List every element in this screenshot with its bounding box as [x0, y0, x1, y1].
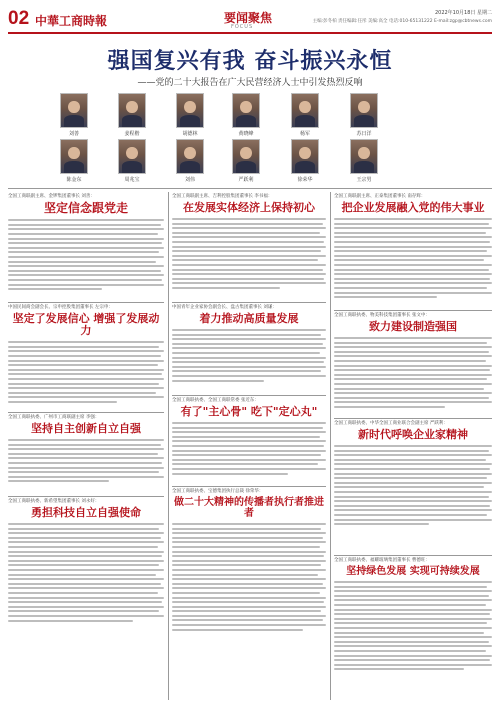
article-kicker: 全国工商联执委、全国工商联常委 张近东：	[172, 398, 259, 403]
article-kicker: 全国工商联执委、广州市工商联副主席 李强：	[8, 415, 100, 420]
portrait-photo	[291, 139, 319, 174]
column-divider	[168, 192, 169, 700]
article-kicker: 全国工商联执委、福耀玻璃集团董事长 曹德旺：	[334, 558, 430, 563]
article-title: 致力建设制造强国	[369, 320, 457, 333]
portrait-caption: 苏日洋	[356, 131, 372, 137]
article-kicker: 全国工商联副主席、正泰集团董事长 南存辉：	[334, 194, 426, 199]
article-title: 坚持自主创新自立自强	[31, 422, 141, 435]
article-block	[172, 398, 326, 477]
article-block	[172, 489, 326, 633]
article-block	[334, 421, 492, 528]
issue-date: 2022年10月18日 星期二	[434, 10, 492, 16]
article-title: 勇担科技自立自强使命	[31, 506, 141, 519]
article-title: 坚定了发展信心 增强了发展动力	[12, 312, 160, 338]
portrait-photo	[232, 139, 260, 174]
article-divider	[172, 302, 326, 303]
article-body	[8, 439, 164, 482]
article-kicker: 全国工商联执委、新希望集团董事长 刘永好：	[8, 499, 100, 504]
article-body	[172, 422, 326, 475]
section-subtitle: FOCUS	[231, 24, 254, 30]
article-title: 新时代呼唤企业家精神	[358, 428, 468, 441]
article-body	[172, 523, 326, 631]
article-body	[8, 219, 164, 290]
article-kicker: 全国工商联副主席、吉利控股集团董事长 李书福：	[172, 194, 273, 199]
article-block	[8, 305, 164, 406]
article-block	[172, 194, 326, 292]
page-number: 02	[8, 8, 30, 29]
article-divider	[334, 555, 492, 556]
article-body	[334, 445, 492, 525]
article-divider	[8, 412, 164, 413]
article-title: 在发展实体经济上保持初心	[183, 201, 315, 214]
article-title: 有了"主心骨" 吃下"定心丸"	[180, 405, 318, 418]
portrait-caption: 胡德林	[182, 131, 198, 137]
portrait-caption: 黄晓峰	[238, 131, 254, 137]
portrait-caption: 徐荣华	[297, 177, 313, 183]
article-block	[172, 305, 326, 384]
article-body	[334, 337, 492, 408]
main-headline: 强国复兴有我 奋斗振兴永恒	[107, 48, 393, 74]
header-rule	[8, 32, 492, 34]
page-header	[8, 6, 492, 34]
portrait-photo	[232, 93, 260, 128]
article-block	[334, 558, 492, 673]
portrait-photo	[350, 139, 378, 174]
portrait-caption: 王宗男	[356, 177, 372, 183]
article-block	[334, 313, 492, 411]
article-body	[8, 341, 164, 403]
article-divider	[334, 310, 492, 311]
column-divider	[330, 192, 331, 700]
article-kicker: 全国工商联副主席、金锣集团董事长 刘善：	[8, 194, 95, 199]
portrait-photo	[176, 93, 204, 128]
article-block	[8, 194, 164, 293]
article-body	[334, 218, 492, 298]
article-divider	[172, 395, 326, 396]
article-title: 做二十大精神的传播者执行者推进者	[174, 497, 324, 519]
article-title: 把企业发展融入党的伟大事业	[341, 201, 485, 214]
editor-contact: 主编:彭冬柏 责任编辑:任彤 美编:高全 电话:010-65131222 E-mail:zgp@cbtnews.com	[312, 19, 492, 24]
article-body	[8, 523, 164, 621]
article-divider	[8, 302, 164, 303]
article-block	[8, 499, 164, 624]
article-kicker: 中国民间商会副会长、宗申控股集团董事长 左宗申：	[8, 305, 113, 310]
portrait-photo	[291, 93, 319, 128]
portrait-photo	[60, 93, 88, 128]
portrait-photo	[118, 93, 146, 128]
article-kicker: 全国工商联执委、宝德集团执行总裁 徐荣华：	[172, 489, 264, 494]
article-body	[172, 329, 326, 382]
article-kicker: 全国工商联执委、物美科技集团董事长 张文中：	[334, 313, 430, 318]
portrait-caption: 刘善	[68, 131, 79, 137]
newspaper-name: 中華工商時報	[35, 14, 108, 28]
portrait-caption: 严跃利	[238, 177, 254, 183]
portrait-photo	[118, 139, 146, 174]
article-title: 坚定信念跟党走	[43, 201, 128, 215]
article-body	[334, 581, 492, 670]
article-body	[172, 218, 326, 289]
article-divider	[334, 418, 492, 419]
article-kicker: 中国青年企业家协会副会长、盘古集团董事长 刘谦：	[172, 305, 277, 310]
article-title: 着力推动高质量发展	[199, 312, 299, 325]
section-divider	[8, 188, 492, 189]
portrait-photo	[60, 139, 88, 174]
article-block	[8, 415, 164, 485]
portrait-caption: 周兆宝	[124, 177, 140, 183]
article-block	[334, 194, 492, 301]
article-divider	[172, 486, 326, 487]
article-title: 坚持绿色发展 实现可持续发展	[346, 566, 480, 577]
main-subheadline: ——党的二十大报告在广大民营经济人士中引发热烈反响	[137, 78, 363, 88]
article-kicker: 全国工商联执委、中华全国工商业联合会副主席 严跃利：	[334, 421, 448, 426]
section-name: 要闻聚焦	[224, 11, 273, 25]
portrait-caption: 陈金东	[66, 177, 82, 183]
article-divider	[8, 496, 164, 497]
portrait-photo	[350, 93, 378, 128]
portrait-caption: 姜程楷	[124, 131, 140, 137]
portrait-caption: 杨军	[299, 131, 310, 137]
portrait-photo	[176, 139, 204, 174]
portrait-caption: 刘伟	[184, 177, 195, 183]
